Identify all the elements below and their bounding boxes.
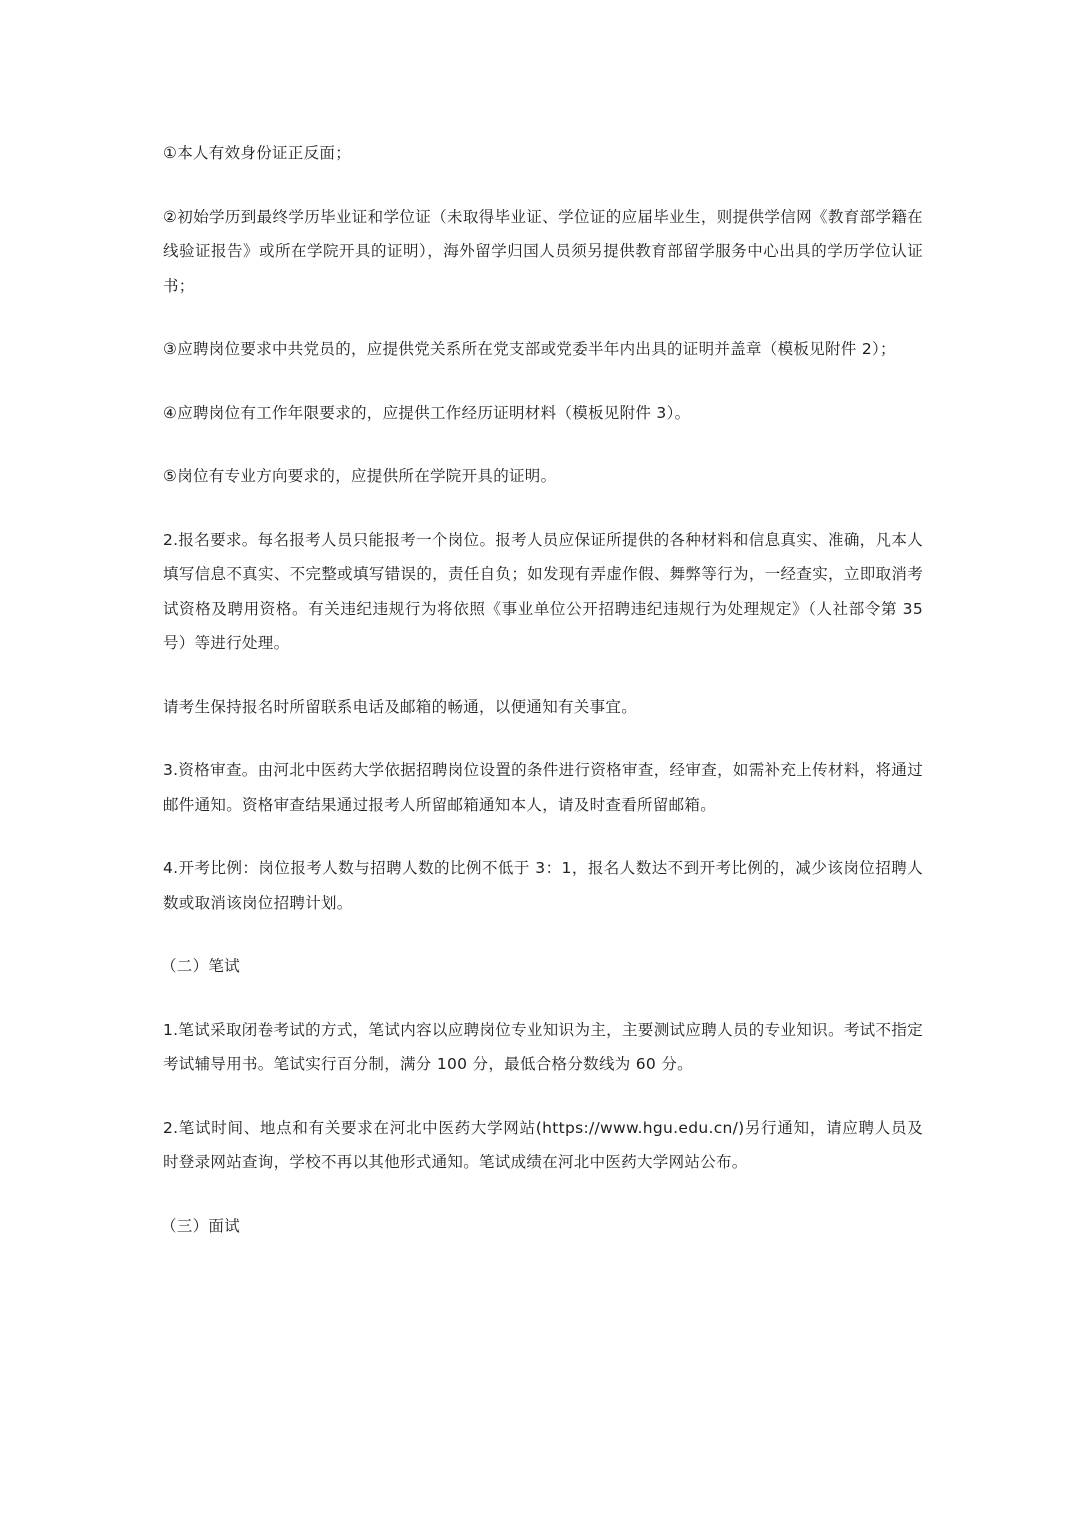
registration-requirements: 2.报名要求。每名报考人员只能报考一个岗位。报考人员应保证所提供的各种材料和信息真实、准确，凡本人填写信息不真实、不完整或填写错误的，责任自负；如发现有弄虚作假、舞弊等行为，一经查实，立即取消考试资格及聘用资格。有关违纪违规行为将依照《事业单位公开招聘违纪违规行为处理规定》（人社部令第 35 号）等进行处理。 [163, 530, 923, 652]
work-experience-item: ④应聘岗位有工作年限要求的，应提供工作经历证明材料（模板见附件 3）。 [163, 403, 691, 422]
document-body [163, 136, 923, 1272]
interview-heading: （三）面试 [161, 1216, 241, 1235]
written-exam-method: 1.笔试采取闭卷考试的方式，笔试内容以应聘岗位专业知识为主，主要测试应聘人员的专业知识。考试不指定考试辅导用书。笔试实行百分制，满分 100 分，最低合格分数线为 60 分。 [163, 1020, 923, 1073]
contact-notice: 请考生保持报名时所留联系电话及邮箱的畅通，以便通知有关事宜。 [163, 697, 638, 716]
exam-ratio: 4.开考比例：岗位报考人数与招聘人数的比例不低于 3：1，报名人数达不到开考比例的，减少该岗位招聘人数或取消该岗位招聘计划。 [163, 859, 923, 912]
major-direction-item: ⑤岗位有专业方向要求的，应提供所在学院开具的证明。 [163, 467, 557, 485]
written-exam-heading: （二）笔试 [161, 957, 241, 975]
id-card-item: ①本人有效身份证正反面； [163, 144, 351, 162]
diploma-degree-item: ②初始学历到最终学历毕业证和学位证（未取得毕业证、学位证的应届毕业生，则提供学信网《教育部学籍在线验证报告》或所在学院开具的证明），海外留学归国人员须另提供教育部留学服务中心出具的学历学位认证书； [163, 207, 923, 295]
written-exam-notice: 2.笔试时间、地点和有关要求在河北中医药大学网站(https://www.hgu.edu.cn/)另行通知，请应聘人员及时登录网站查询，学校不再以其他形式通知。笔试成绩在河北中医药大学网站公布。 [163, 1118, 923, 1171]
party-member-item: ③应聘岗位要求中共党员的，应提供党关系所在党支部或党委半年内出具的证明并盖章（模板见附件 2）； [163, 340, 896, 358]
qualification-review: 3.资格审查。由河北中医药大学依据招聘岗位设置的条件进行资格审查，经审查，如需补充上传材料，将通过邮件通知。资格审查结果通过报考人所留邮箱通知本人，请及时查看所留邮箱。 [163, 761, 923, 814]
